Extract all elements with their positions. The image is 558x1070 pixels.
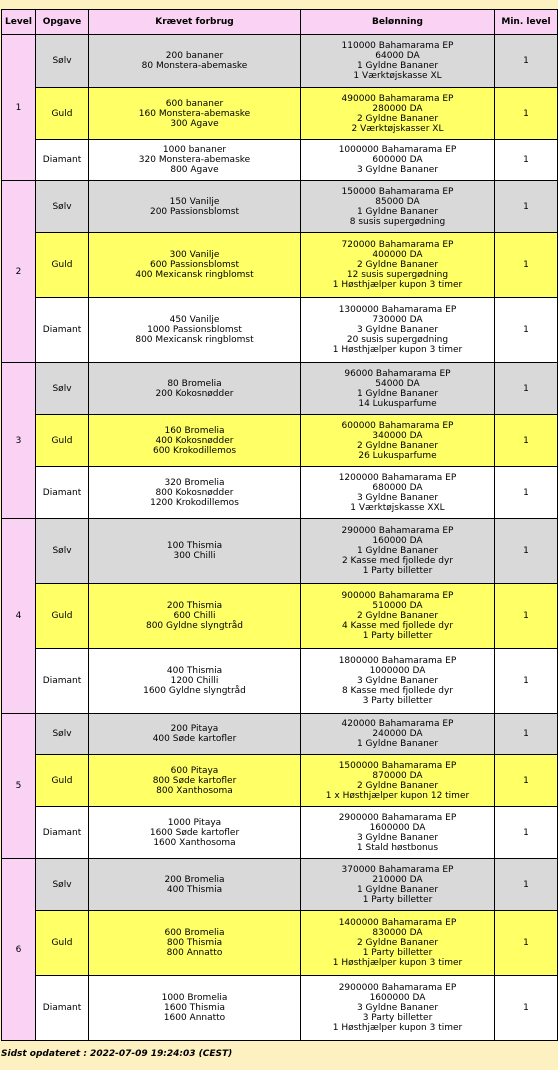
reward-item: 3 Party billetter	[362, 696, 433, 706]
task-cell: Diamant	[36, 649, 88, 713]
reward-cell	[301, 233, 494, 297]
reward-cell	[301, 35, 494, 87]
required-cell	[89, 363, 300, 414]
table-body	[2, 35, 557, 1040]
task-cell: Sølv	[36, 363, 88, 414]
table-row	[2, 976, 557, 1040]
required-item: 800 Kokosnødder	[155, 487, 234, 498]
header-level: Level	[2, 10, 35, 34]
task-cell: Guld	[36, 415, 88, 466]
required-cell	[89, 35, 300, 87]
reward-item: 1 Stald høstbonus	[356, 842, 439, 853]
required-cell	[89, 415, 300, 466]
task-cell: Guld	[36, 88, 88, 139]
min-level-cell: 1	[495, 649, 557, 713]
required-item: 150 Vanilje	[169, 196, 220, 207]
required-item: 800 Gyldne slyngtråd	[145, 621, 244, 631]
table-row	[2, 584, 557, 648]
reward-item: 1 Gyldne Bananer	[356, 546, 439, 556]
required-cell	[89, 714, 300, 754]
header-reward: Belønning	[301, 10, 494, 34]
task-cell: Sølv	[36, 519, 88, 583]
required-item: 160 Bromelia	[164, 425, 225, 436]
required-cell	[89, 976, 300, 1040]
task-cell: Guld	[36, 755, 88, 806]
min-level-cell: 1	[495, 519, 557, 583]
reward-item: 8 susis supergødning	[349, 216, 446, 227]
required-item: 600 Krokodillemos	[152, 445, 237, 456]
min-level-cell: 1	[495, 415, 557, 466]
reward-cell	[301, 976, 494, 1040]
table-row	[2, 807, 557, 858]
required-cell	[89, 911, 300, 975]
reward-item: 210000 DA	[372, 874, 423, 885]
required-item: 800 Mexicansk ringblomst	[135, 335, 254, 345]
reward-item: 85000 DA	[375, 196, 420, 207]
required-item: 400 Thismia	[166, 666, 223, 676]
reward-item: 2 Gyldne Bananer	[356, 780, 439, 791]
reward-item: 420000 Bahamarama EP	[341, 719, 454, 729]
reward-item: 20 susis supergødning	[346, 335, 449, 345]
task-cell: Sølv	[36, 35, 88, 87]
reward-cell	[301, 467, 494, 518]
required-item: 1000 Passionsblomst	[147, 325, 242, 335]
reward-item: 12 susis supergødning	[346, 270, 449, 280]
required-cell	[89, 181, 300, 232]
min-level-cell: 1	[495, 140, 557, 180]
required-item: 600 Chilli	[173, 611, 216, 621]
reward-item: 510000 DA	[372, 601, 423, 611]
reward-item: 290000 Bahamarama EP	[341, 526, 454, 536]
reward-item: 2 Gyldne Bananer	[356, 611, 439, 621]
required-item: 400 Thismia	[166, 884, 223, 895]
required-item: 600 bananer	[165, 98, 224, 109]
header-required: Krævet forbrug	[89, 10, 300, 34]
required-item: 200 Pitaya	[170, 724, 219, 734]
required-item: 400 Søde kartofler	[152, 734, 237, 744]
reward-item: 3 Gyldne Bananer	[356, 325, 439, 335]
table-row	[2, 467, 557, 518]
reward-item: 2900000 Bahamarama EP	[338, 983, 457, 993]
min-level-cell: 1	[495, 467, 557, 518]
required-cell	[89, 649, 300, 713]
reward-item: 1 Party billetter	[362, 631, 433, 641]
table-row	[2, 181, 557, 232]
reward-item: 4 Kasse med fjollede dyr	[341, 621, 454, 631]
reward-cell	[301, 755, 494, 806]
required-item: 320 Monstera-abemaske	[138, 155, 251, 165]
reward-item: 240000 DA	[372, 729, 423, 739]
required-cell	[89, 519, 300, 583]
required-item: 1200 Krokodillemos	[150, 497, 239, 508]
reward-item: 340000 DA	[372, 430, 423, 441]
required-item: 400 Mexicansk ringblomst	[135, 270, 254, 280]
reward-item: 54000 DA	[375, 378, 420, 389]
required-item: 800 Søde kartofler	[152, 775, 237, 786]
table-row	[2, 911, 557, 975]
min-level-cell: 1	[495, 88, 557, 139]
reward-item: 14 Lukusparfume	[358, 398, 437, 409]
reward-item: 64000 DA	[375, 51, 420, 61]
min-level-cell: 1	[495, 233, 557, 297]
min-level-cell: 1	[495, 859, 557, 910]
header-row	[2, 10, 557, 34]
reward-item: 160000 DA	[372, 536, 423, 546]
required-cell	[89, 859, 300, 910]
level-cell: 6	[2, 859, 35, 1040]
required-cell	[89, 88, 300, 139]
reward-item: 400000 DA	[372, 250, 423, 260]
required-item: 1600 Thismia	[164, 1003, 225, 1013]
header-task: Opgave	[36, 10, 88, 34]
reward-item: 1000000 Bahamarama EP	[338, 145, 457, 155]
required-item: 200 Bromelia	[164, 874, 225, 885]
reward-item: 1 Party billetter	[362, 894, 433, 905]
reward-cell	[301, 140, 494, 180]
required-item: 200 Passionsblomst	[149, 206, 240, 217]
required-item: 300 Agave	[170, 118, 219, 129]
reward-item: 1200000 Bahamarama EP	[338, 472, 457, 483]
reward-item: 3 Gyldne Bananer	[356, 832, 439, 843]
reward-item: 900000 Bahamarama EP	[341, 591, 454, 601]
reward-item: 3 Gyldne Bananer	[356, 1003, 439, 1013]
reward-item: 1 Party billetter	[362, 566, 433, 576]
level-cell: 2	[2, 181, 35, 362]
reward-cell	[301, 649, 494, 713]
required-item: 400 Kokosnødder	[155, 435, 234, 446]
required-item: 600 Bromelia	[164, 928, 225, 938]
required-item: 300 Vanilje	[169, 250, 220, 260]
required-item: 100 Thismia	[166, 541, 223, 551]
reward-item: 1500000 Bahamarama EP	[338, 760, 457, 771]
reward-item: 2900000 Bahamarama EP	[338, 812, 457, 823]
reward-item: 1 Høsthjælper kupon 3 timer	[332, 958, 463, 968]
required-cell	[89, 140, 300, 180]
level-cell: 1	[2, 35, 35, 180]
reward-item: 1 x Høsthjælper kupon 12 timer	[325, 790, 470, 801]
table-row	[2, 415, 557, 466]
required-item: 800 Xanthosoma	[156, 785, 233, 796]
task-cell: Diamant	[36, 298, 88, 362]
task-cell: Sølv	[36, 714, 88, 754]
reward-item: 1 Værktøjskasse XL	[353, 71, 442, 81]
task-cell: Guld	[36, 233, 88, 297]
required-item: 1600 Søde kartofler	[149, 827, 240, 838]
reward-item: 1 Gyldne Bananer	[356, 61, 439, 71]
reward-item: 680000 DA	[372, 482, 423, 493]
required-item: 1000 Pitaya	[167, 817, 222, 828]
level-cell: 4	[2, 519, 35, 713]
reward-item: 730000 DA	[372, 315, 423, 325]
task-cell: Sølv	[36, 859, 88, 910]
reward-item: 1800000 Bahamarama EP	[338, 656, 457, 666]
reward-item: 870000 DA	[372, 770, 423, 781]
reward-item: 96000 Bahamarama EP	[344, 368, 451, 379]
task-cell: Guld	[36, 584, 88, 648]
level-cell: 3	[2, 363, 35, 518]
reward-item: 1 Party billetter	[362, 948, 433, 958]
table-row	[2, 233, 557, 297]
reward-item: 1 Høsthjælper kupon 3 timer	[332, 345, 463, 355]
reward-item: 8 Kasse med fjollede dyr	[341, 686, 454, 696]
required-item: 600 Passionsblomst	[149, 260, 240, 270]
min-level-cell: 1	[495, 363, 557, 414]
required-item: 1000 bananer	[162, 145, 227, 155]
reward-cell	[301, 181, 494, 232]
reward-item: 1600000 DA	[369, 822, 426, 833]
reward-item: 2 Kasse med fjollede dyr	[341, 556, 454, 566]
table-row	[2, 88, 557, 139]
reward-item: 370000 Bahamarama EP	[341, 864, 454, 875]
min-level-cell: 1	[495, 584, 557, 648]
required-item: 1600 Annatto	[163, 1013, 226, 1023]
reward-cell	[301, 519, 494, 583]
reward-cell	[301, 415, 494, 466]
min-level-cell: 1	[495, 181, 557, 232]
task-cell: Diamant	[36, 467, 88, 518]
reward-item: 1 Gyldne Bananer	[356, 739, 439, 749]
reward-cell	[301, 807, 494, 858]
reward-item: 1 Værktøjskasse XXL	[350, 502, 445, 513]
level-cell: 5	[2, 714, 35, 858]
reward-item: 110000 Bahamarama EP	[341, 41, 454, 51]
required-cell	[89, 584, 300, 648]
min-level-cell: 1	[495, 35, 557, 87]
reward-item: 2 Gyldne Bananer	[356, 260, 439, 270]
min-level-cell: 1	[495, 714, 557, 754]
required-item: 1000 Bromelia	[161, 993, 228, 1003]
reward-item: 280000 DA	[372, 103, 423, 114]
table-row	[2, 140, 557, 180]
reward-item: 600000 DA	[372, 155, 423, 165]
task-cell: Diamant	[36, 140, 88, 180]
reward-item: 1 Høsthjælper kupon 3 timer	[332, 1023, 463, 1033]
header-min-level: Min. level	[495, 10, 557, 34]
reward-item: 26 Lukusparfume	[358, 450, 437, 461]
table-row	[2, 298, 557, 362]
required-item: 80 Monstera-abemaske	[141, 61, 248, 71]
required-item: 800 Thismia	[166, 938, 223, 948]
table-row	[2, 859, 557, 910]
reward-item: 2 Gyldne Bananer	[356, 440, 439, 451]
last-updated-text: Sidst opdateret : 2022-07-09 19:24:03 (CEST)	[1, 1049, 233, 1059]
contest-rewards-table	[1, 9, 558, 1041]
reward-item: 1 Gyldne Bananer	[356, 884, 439, 895]
reward-item: 1 Gyldne Bananer	[356, 388, 439, 399]
table-row	[2, 755, 557, 806]
required-item: 200 Kokosnødder	[155, 388, 234, 399]
min-level-cell: 1	[495, 298, 557, 362]
required-cell	[89, 233, 300, 297]
reward-item: 1 Høsthjælper kupon 3 timer	[332, 280, 463, 290]
reward-cell	[301, 859, 494, 910]
task-cell: Diamant	[36, 807, 88, 858]
reward-item: 830000 DA	[372, 928, 423, 938]
reward-item: 150000 Bahamarama EP	[341, 186, 454, 197]
reward-cell	[301, 584, 494, 648]
required-item: 200 bananer	[165, 51, 224, 61]
required-cell	[89, 298, 300, 362]
required-item: 320 Bromelia	[164, 477, 225, 488]
task-cell: Guld	[36, 911, 88, 975]
min-level-cell: 1	[495, 807, 557, 858]
reward-item: 3 Party billetter	[362, 1013, 433, 1023]
reward-item: 1000000 DA	[369, 666, 426, 676]
required-item: 300 Chilli	[173, 551, 216, 561]
reward-cell	[301, 298, 494, 362]
reward-item: 490000 Bahamarama EP	[341, 93, 454, 104]
table-row	[2, 35, 557, 87]
required-cell	[89, 807, 300, 858]
reward-cell	[301, 363, 494, 414]
reward-item: 2 Gyldne Bananer	[356, 113, 439, 124]
required-item: 1200 Chilli	[170, 676, 219, 686]
table-row	[2, 519, 557, 583]
reward-item: 3 Gyldne Bananer	[356, 165, 439, 175]
reward-item: 1600000 DA	[369, 993, 426, 1003]
required-item: 1600 Gyldne slyngtråd	[143, 686, 246, 696]
reward-cell	[301, 88, 494, 139]
task-cell: Diamant	[36, 976, 88, 1040]
reward-item: 1400000 Bahamarama EP	[338, 918, 457, 928]
required-item: 200 Thismia	[166, 601, 223, 611]
table-row	[2, 363, 557, 414]
reward-item: 1 Gyldne Bananer	[356, 206, 439, 217]
required-item: 160 Monstera-abemaske	[138, 108, 251, 119]
required-item: 1600 Xanthosoma	[153, 837, 236, 848]
min-level-cell: 1	[495, 911, 557, 975]
table-row	[2, 714, 557, 754]
required-item: 800 Annatto	[166, 948, 223, 958]
table-row	[2, 649, 557, 713]
reward-item: 3 Gyldne Bananer	[356, 492, 439, 503]
required-item: 600 Pitaya	[170, 765, 219, 776]
reward-item: 600000 Bahamarama EP	[341, 420, 454, 431]
min-level-cell: 1	[495, 976, 557, 1040]
reward-cell	[301, 911, 494, 975]
reward-item: 1300000 Bahamarama EP	[338, 305, 457, 315]
reward-cell	[301, 714, 494, 754]
required-item: 800 Agave	[170, 165, 219, 175]
required-item: 450 Vanilje	[169, 315, 220, 325]
required-cell	[89, 755, 300, 806]
required-item: 80 Bromelia	[167, 378, 222, 389]
reward-item: 2 Værktøjskasser XL	[351, 123, 444, 134]
min-level-cell: 1	[495, 755, 557, 806]
required-cell	[89, 467, 300, 518]
reward-item: 2 Gyldne Bananer	[356, 938, 439, 948]
reward-item: 3 Gyldne Bananer	[356, 676, 439, 686]
task-cell: Sølv	[36, 181, 88, 232]
reward-item: 720000 Bahamarama EP	[341, 240, 454, 250]
